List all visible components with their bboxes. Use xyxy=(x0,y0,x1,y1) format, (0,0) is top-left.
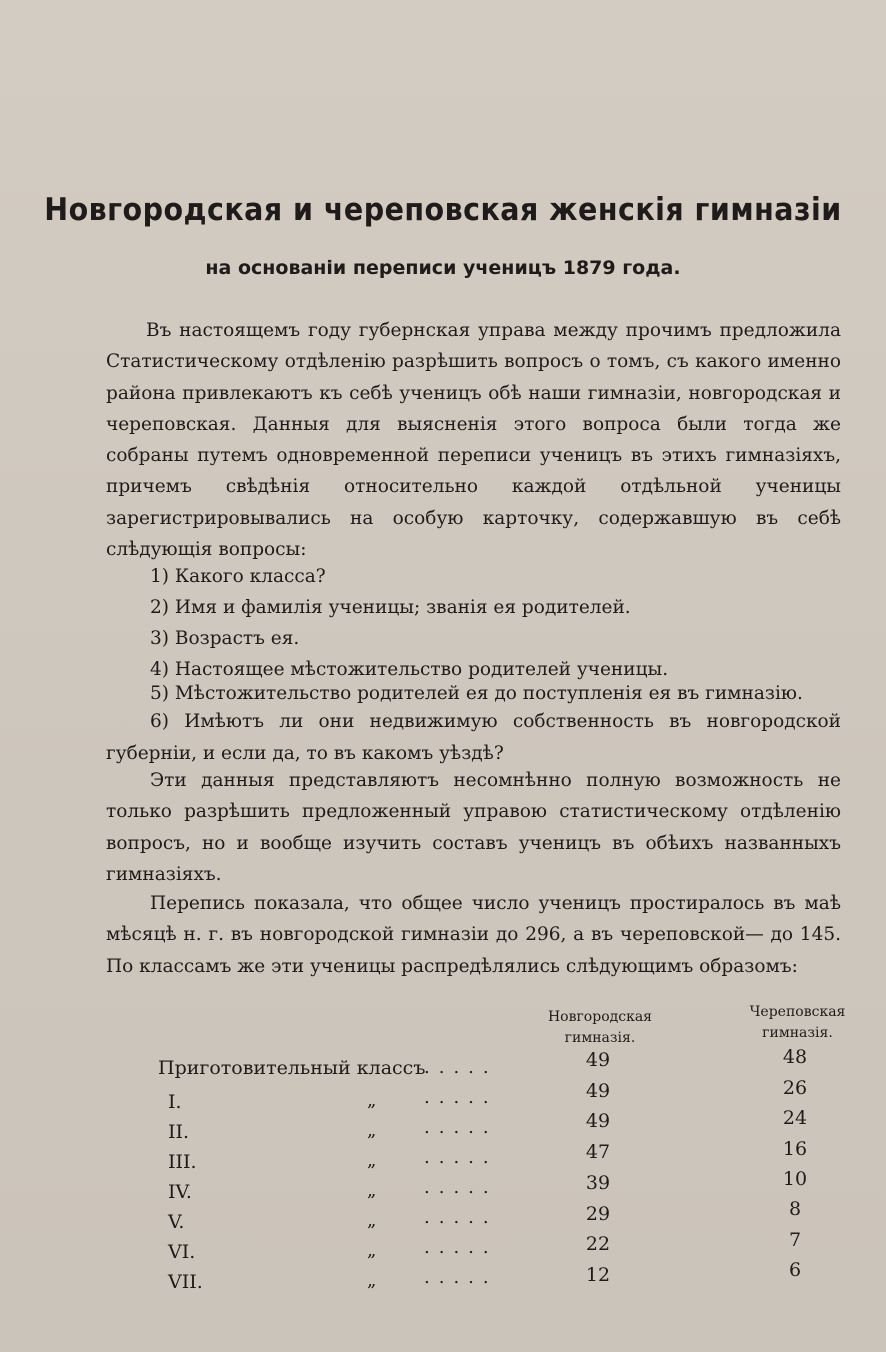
leader-dots: ..... xyxy=(424,1267,498,1288)
table-row-label: VII. xyxy=(168,1271,203,1293)
question-item: 5) Мѣстожительство родителей ея до поступленія ея въ гимназію. xyxy=(150,683,803,704)
table-cell-novgorod: 49 xyxy=(585,1080,611,1102)
ditto-mark: „ xyxy=(367,1150,377,1171)
question-item: 3) Возрастъ ея. xyxy=(150,628,300,649)
table-cell-cherepovets: 8 xyxy=(788,1198,802,1220)
table-row-label: I. xyxy=(168,1091,182,1113)
ditto-mark: „ xyxy=(367,1090,377,1111)
table-row-label: II. xyxy=(168,1121,190,1143)
ditto-mark: „ xyxy=(367,1180,377,1201)
leader-dots: ..... xyxy=(424,1057,498,1078)
table-cell-novgorod: 39 xyxy=(585,1172,611,1194)
table-row-label: VI. xyxy=(168,1241,196,1263)
ditto-mark: „ xyxy=(367,1240,377,1261)
table-cell-cherepovets: 6 xyxy=(788,1259,802,1281)
table-cell-cherepovets: 26 xyxy=(782,1077,808,1099)
intro-paragraph: Въ настоящемъ году губернская управа между прочимъ предложила Статистическому отдѣленію разрѣшить вопросъ о томъ, съ какого именно района привлекаютъ къ себѣ ученицъ обѣ наши гимназіи, новгородская и череповская. Данныя для выясненія этого вопроса были тогда же собраны путемъ одновременной переписи ученицъ въ этихъ гимназіяхъ, причемъ свѣдѣнія относительно каждой отдѣльной ученицы зарегистрировывались на особую карточку, содержавшую въ себѣ слѣдующія вопросы: xyxy=(106,320,841,561)
column-header-cherepovets: Череповская гимназія. xyxy=(749,1004,846,1041)
table-cell-novgorod: 47 xyxy=(585,1141,611,1163)
document-subtitle: на основаніи переписи ученицъ 1879 года. xyxy=(205,257,681,279)
question-item: 2) Имя и фамилія ученицы; званія ея родителей. xyxy=(150,597,631,618)
leader-dots: ..... xyxy=(424,1117,498,1138)
table-cell-cherepovets: 10 xyxy=(782,1168,808,1190)
leader-dots: ..... xyxy=(424,1177,498,1198)
ditto-mark: „ xyxy=(367,1270,377,1291)
table-cell-novgorod: 12 xyxy=(585,1264,611,1286)
document-title: Новгородская и череповская женскія гимназіи xyxy=(44,192,842,228)
column-header-novgorod: Новгородская гимназія. xyxy=(547,1009,653,1046)
ditto-mark: „ xyxy=(367,1210,377,1231)
leader-dots: ..... xyxy=(424,1147,498,1168)
table-cell-novgorod: 22 xyxy=(585,1233,611,1255)
table-cell-novgorod: 49 xyxy=(585,1049,611,1071)
table-cell-cherepovets: 16 xyxy=(782,1138,808,1160)
leader-dots: ..... xyxy=(424,1207,498,1228)
table-row-label: III. xyxy=(168,1151,197,1173)
paragraph-three: Перепись показала, что общее число ученицъ простиралось въ маѣ мѣсяцѣ н. г. въ новгородской гимназіи до 296, а въ череповской— до 145. По классамъ же эти ученицы распредѣлялись слѣдующимъ образомъ: xyxy=(106,893,841,977)
table-cell-cherepovets: 24 xyxy=(782,1107,808,1129)
table-cell-cherepovets: 7 xyxy=(788,1229,802,1251)
table-row-label: IV. xyxy=(168,1181,192,1203)
leader-dots: ..... xyxy=(424,1087,498,1108)
leader-dots: ..... xyxy=(424,1237,498,1258)
table-cell-novgorod: 49 xyxy=(585,1110,611,1132)
table-cell-cherepovets: 48 xyxy=(782,1046,808,1068)
question-item: 1) Какого класса? xyxy=(150,566,326,587)
question-item: 4) Настоящее мѣстожительство родителей ученицы. xyxy=(150,659,669,680)
paragraph-two: Эти данныя представляютъ несомнѣнно полную возможность не только разрѣшить предложенный управою статистическому отдѣленію вопросъ, но и вообще изучить составъ ученицъ въ обѣихъ названныхъ гимназіяхъ. xyxy=(106,770,841,885)
question-item: 6) Имѣютъ ли они недвижимую собственность въ новгородской губерніи, и если да, то въ какомъ уѣздѣ? xyxy=(106,711,841,764)
table-row-label: V. xyxy=(168,1211,185,1233)
ditto-mark: „ xyxy=(367,1120,377,1141)
table-row-label: Приготовительный классъ xyxy=(158,1057,426,1079)
table-cell-novgorod: 29 xyxy=(585,1203,611,1225)
